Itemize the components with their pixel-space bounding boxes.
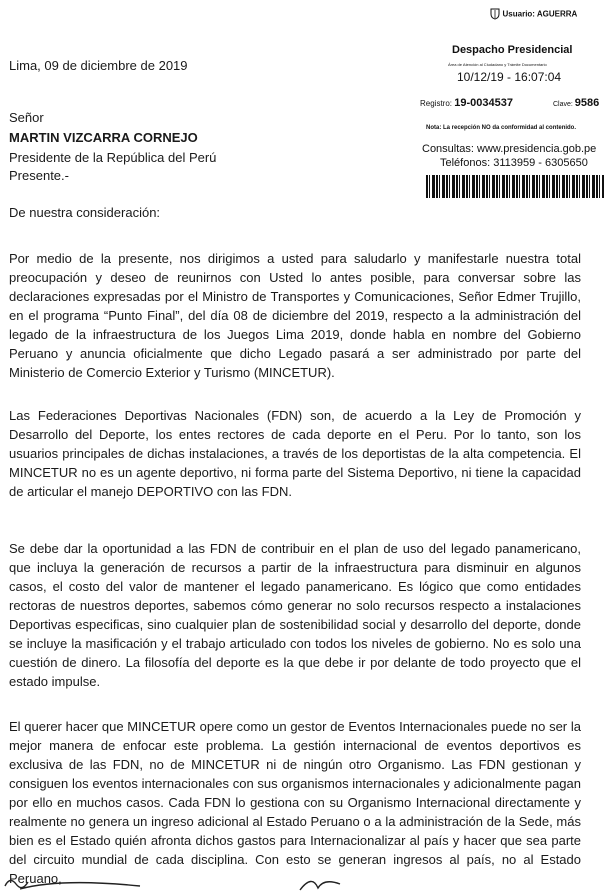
recipient-name: MARTIN VIZCARRA CORNEJO [9,130,198,145]
paragraph-3: Se debe dar la oportunidad a las FDN de contribuir en el plan de uso del legado panamericano, que incluya la generación de recursos a partir de la infraestructura para disminuir en algunos casos, el costo del valor de mantener el legado panamericano. Es lógico que como entidades rectoras de nuestros deportes, sabemos cómo generar no solo recursos respecto a instalaciones Deportivas especificas, sino cualquier plan de sostenibilidad social y desarrollo del deporte, donde se incluye la masificación y el trabajo articulado con todos los niveles de gobierno. No es solo una cuestión de dinero. La filosofía del deporte es la que debe ir por delante de todo proyecto que el estado impulse. [9,541,581,689]
barcode [426,175,604,198]
recipient-position: Presidente de la República del Perú [9,150,217,165]
salutation: De nuestra consideración: [9,205,161,220]
paragraph-4: El querer hacer que MINCETUR opere como un gestor de Eventos Internacionales puede no ser la mejor manera de enfocar este problema. La gestión internacional de eventos deportivos es exclusiva de las FDN, no de MINCETUR ni de ningún otro Organismo. Las FDN gestionan y consiguen los eventos internacionales con sus organismos internacionales y adicionalmente pagan por ello en muchos casos. Cada FDN lo gestiona con su Organismo Internacional directamente y realmente no genera un ingreso adicional al Estado Peruano o a la administración de la Sede, más bien es el Estado quién afronta dichos gastos para Internacionalizar al país y hacer que sea parte del circuito mundial de cada disciplina. Con esto se generan ingresos al país, no al Estado Peruano, [9,719,581,886]
recipient-title: Señor [9,110,44,125]
stamp-user: Usuario: AGUERRA [502,9,578,19]
stamp-registro [420,97,513,109]
stamp-user-row [490,8,577,20]
stamp-datetime: 10/12/19 - 16:07:04 [457,70,562,84]
peru-shield-icon [490,8,500,20]
registro-label: Registro: [420,99,453,108]
stamp-office: Despacho Presidencial [452,44,573,56]
paragraph-1: Por medio de la presente, nos dirigimos a usted para saludarlo y manifestarle nuestra total preocupación y deseo de reunirnos con Usted lo antes posible, para conversar sobre las declaraciones expresadas por el Ministro de Transportes y Comunicaciones, Señor Edmer Trujillo, en el programa “Punto Final”, del día 08 de diciembre del 2019, respecto a la administración del legado de la infraestructura de los Juegos Lima 2019, donde habla en nombre del Gobierno Peruano y anuncia oficialmente que dicho Legado pasará a ser administrado por parte del Ministerio de Comercio Exterior y Turismo (MINCETUR). [9,251,581,380]
recipient-presente: Presente.- [9,168,69,183]
stamp-note: Nota: La recepción NO da conformidad al contenido. [426,125,577,131]
clave-value: 9586 [574,97,600,109]
registro-value: 19-0034537 [454,97,513,109]
signature-marks [0,872,610,893]
stamp-telefonos: Teléfonos: 3113959 - 6305650 [440,157,588,169]
clave-label: Clave: [553,101,573,108]
stamp-clave [553,97,599,109]
stamp-consultas: Consultas: www.presidencia.gob.pe [422,143,597,155]
letter-date: Lima, 09 de diciembre de 2019 [9,58,188,73]
paragraph-2: Las Federaciones Deportivas Nacionales (FDN) son, de acuerdo a la Ley de Promoción y Desarrollo del Deporte, los entes rectores de cada deporte en el Peru. Por lo tanto, son los usuarios principales de dichas instalaciones, a través de los deportistas de la alta competencia. El MINCETUR no es un agente deportivo, ni forma parte del Sistema Deportivo, ni tiene la capacidad de articular el manejo DEPORTIVO con las FDN. [9,408,581,499]
stamp-area: Área de Atención al Ciudadano y Trámite Documentario [448,62,547,67]
